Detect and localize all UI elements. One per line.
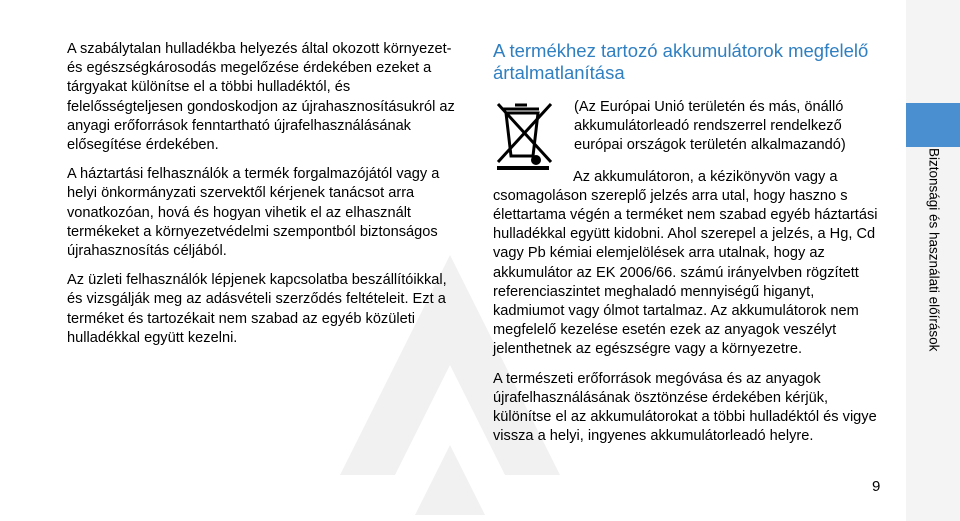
- business-users-paragraph: Az üzleti felhasználók lépjenek kapcsolatba beszállítóikkal, és vizsgálják meg az adásvételi szerződés feltételeit. Ezt a terméket és tartozékait nem szabad az egyéb közületi hulladékkal együtt kezelni.: [67, 272, 447, 346]
- section-title: Biztonsági és használati előírások: [926, 148, 942, 352]
- applicability-note: (Az Európai Unió területén és más, önálló akkumulátorleadó rendszerrel rendelkező európai országok területén alkalmazandó): [574, 99, 846, 154]
- battery-disposal-heading: A termékhez tartozó akkumulátorok megfelelő ártalmatlanítása: [493, 40, 869, 83]
- household-users-paragraph: A háztartási felhasználók a termék forgalmazójától vagy a helyi önkormányzati szervektől kérjenek tanácsot arra vonatkozóan, hová és hogyan vihetik el az elhasznált termékeket a környezetvédelmi szempontból biztonságos újrahasznosítás céljából.: [67, 166, 440, 260]
- right-column: [493, 40, 889, 456]
- page-number: 9: [872, 478, 881, 495]
- left-column: [67, 40, 465, 358]
- section-tab-marker: [906, 103, 960, 147]
- battery-marking-paragraph: Az akkumulátoron, a kézikönyvön vagy a csomagoláson szereplő jelzés arra utal, hogy haszno s élettartama végén a terméket nem szabad egyéb háztartási hulladékkal együtt kidobni. Ahol szerepel a jelzés, a Hg, Cd vagy Pb kémiai elemjelölések arra utalnak, hogy az akkumulátor az EK 2006/66. számú irányelvben rögzített referenciaszintet meghaladó mennyiségű higanyt, kadmiumot vagy ólmot tartalmaz. Az akkumulátorok nem megfelelő kezelése esetén ezek az anyagok veszélyt jelenthetnek az egészségre vagy a környezetre.: [493, 168, 878, 358]
- battery-return-paragraph: A természeti erőforrások megóvása és az anyagok újrafelhasználásának ösztönzése érdekében kérjük, különítse el az akkumulátorokat a többi hulladéktól és vigye vissza a helyi, ingyenes akkumulátorleadó helyre.: [493, 370, 877, 445]
- disposal-paragraph: A szabálytalan hulladékba helyezés által okozott környezet- és egészségkárosodás megelőzése érdekében ezeket a tárgyakat különítse el a többi hulladéktól, és felelősségteljesen gondoskodjon az újrahasznosításukról az anyagi erőforrások fenntartható újrafelhasználásának elősegítése érdekében.: [67, 41, 455, 154]
- crossed-out-wheelie-bin-icon: [493, 100, 559, 170]
- section-sidebar: [906, 0, 960, 521]
